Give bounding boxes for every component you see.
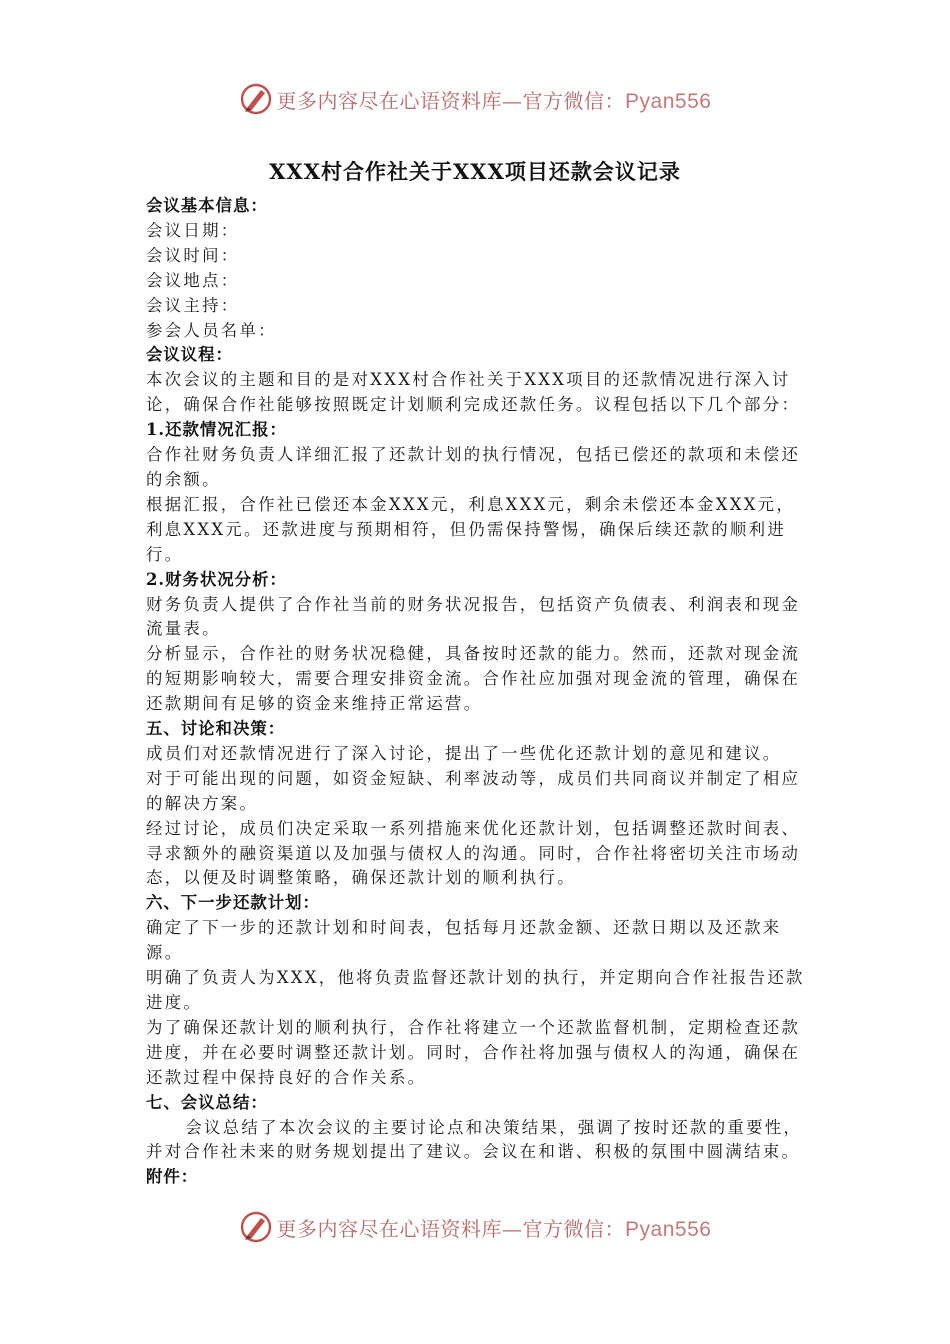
info-field-label: 会议时间：: [146, 245, 240, 265]
paragraph: 成员们对还款情况进行了深入讨论，提出了一些优化还款计划的意见和建议。: [146, 743, 782, 763]
paragraph: 根据汇报，合作社已偿还本金XXX元，利息XXX元，剩余未偿还本金XXX元，利息XXX元。还款进度与预期相符，但仍需保持警惕，确保后续还款的顺利进行。: [146, 494, 796, 564]
paragraph: 合作社财务负责人详细汇报了还款计划的执行情况，包括已偿还的款项和未偿还的余额。: [146, 445, 801, 489]
info-field-label: 参会人员名单：: [146, 320, 277, 340]
footer-banner: [0, 1210, 950, 1244]
section-heading: 会议议程：: [146, 345, 233, 365]
section-heading: 七、会议总结：: [146, 1092, 268, 1112]
header-banner: [0, 82, 950, 116]
paragraph: 会议总结了本次会议的主要讨论点和决策结果，强调了按时还款的重要性，并对合作社未来的财务规划提出了建议。会议在和谐、积极的氛围中圆满结束。: [146, 1117, 803, 1162]
paragraph: 经过讨论，成员们决定采取一系列措施来优化还款计划，包括调整还款时间表、寻求额外的融资渠道以及加强与债权人的沟通。同时，合作社将密切关注市场动态，以便及时调整策略，确保还款计划的顺利执行。: [146, 818, 801, 888]
paragraph: 为了确保还款计划的顺利执行，合作社将建立一个还款监督机制，定期检查还款进度，并在必要时调整还款计划。同时，合作社将加强与债权人的沟通，确保在还款过程中保持良好的合作关系。: [146, 1017, 801, 1087]
section-heading: 附件：: [146, 1167, 199, 1187]
pen-logo-icon: [239, 82, 273, 116]
section-heading: 六、下一步还款计划：: [146, 893, 320, 913]
banner-text: 更多内容尽在心语资料库—官方微信：Pyan556: [276, 88, 712, 113]
section-heading: 2.财务状况分析：: [146, 569, 287, 589]
info-field-label: 会议地点：: [146, 270, 240, 290]
paragraph: 确定了下一步的还款计划和时间表，包括每月还款金额、还款日期以及还款来源。: [146, 918, 782, 963]
info-field-label: 会议主持：: [146, 295, 240, 315]
info-field-label: 会议日期：: [146, 220, 240, 240]
paragraph: 财务负责人提供了合作社当前的财务状况报告，包括资产负债表、利润表和现金流量表。: [146, 594, 801, 639]
paragraph: 分析显示，合作社的财务状况稳健，具备按时还款的能力。然而，还款对现金流的短期影响较大，需要合理安排资金流。合作社应加强对现金流的管理，确保在还款期间有足够的资金来维持正常运营。: [146, 644, 801, 714]
section-heading: 五、讨论和决策：: [146, 719, 286, 739]
section-heading: 1.还款情况汇报：: [146, 420, 287, 440]
document-body: [146, 194, 810, 1190]
paragraph: 明确了负责人为XXX，他将负责监督还款计划的执行，并定期向合作社报告还款进度。: [146, 968, 805, 1012]
banner-text: 更多内容尽在心语资料库—官方微信：Pyan556: [276, 1216, 712, 1241]
pen-logo-icon: [239, 1210, 273, 1244]
section-heading: 会议基本信息：: [146, 196, 268, 215]
paragraph: 本次会议的主题和目的是对XXX村合作社关于XXX项目的还款情况进行深入讨论，确保合作社能够按照既定计划顺利完成还款任务。议程包括以下几个部分：: [146, 370, 801, 415]
paragraph: 对于可能出现的问题，如资金短缺、利率波动等，成员们共同商议并制定了相应的解决方案。: [146, 768, 801, 813]
document-title: XXX村合作社关于XXX项目还款会议记录: [269, 159, 681, 184]
